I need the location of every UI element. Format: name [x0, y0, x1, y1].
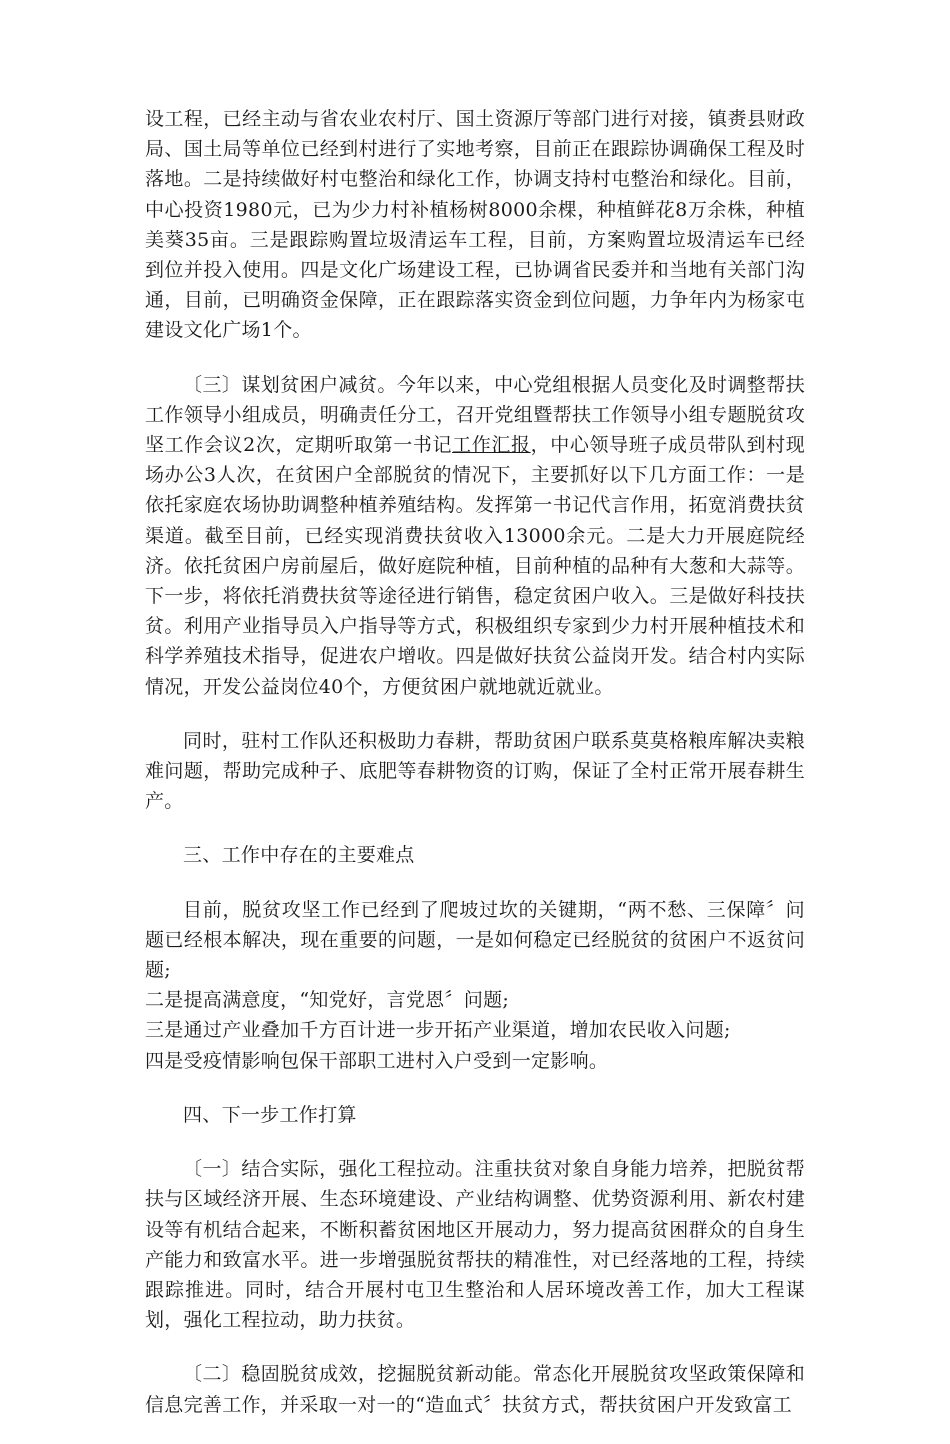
paragraph-difficulties: 目前，脱贫攻坚工作已经到了爬坡过坎的关键期，“两不愁、三保障〞问题已经根本解决，现在重要的问题，一是如何稳定已经脱贫的贫困户不返贫问题;	[145, 898, 805, 982]
paragraph-spring-farming: 同时，驻村工作队还积极助力春耕，帮助贫困户联系莫莫格粮库解决卖粮难问题，帮助完成种子、底肥等春耕物资的订购，保证了全村正常开展春耕生产。	[145, 729, 805, 813]
paragraph-project-driven: 〔一〕结合实际，强化工程拉动。注重扶贫对象自身能力培养，把脱贫帮扶与区域经济开展、生态环境建设、产业结构调整、优势资源利用、新农村建设等有机结合起来，不断积蓄贫困地区开展动力，努力提高贫困群众的自身生产能力和致富水平。进一步增强脱贫帮扶的精准性，对已经落地的工程，持续跟踪推进。同时，结合开展村屯卫生整治和人居环境改善工作，加大工程谋划，强化工程拉动，助力扶贫。	[145, 1158, 805, 1332]
work-report-link[interactable]: 工作汇报	[452, 434, 531, 457]
paragraph-text: ，中心领导班子成员带队到村现场办公3人次，在贫困户全部脱贫的情况下，主要抓好以下几方面工作：一是依托家庭农场协助调整种植养殖结构。发挥第一书记代言作用，拓宽消费扶贫渠道。截至目前，已经实现消费扶贫收入13000余元。二是大力开展庭院经济。依托贫困户房前屋后，做好庭院种植，目前种植的品种有大葱和大蒜等。下一步，将依托消费扶贫等途径进行销售，稳定贫困户收入。三是做好科技扶贫。利用产业指导员入户指导等方式，积极组织专家到少力村开展种植技术和科学养殖技术指导，促进农户增收。四是做好扶贫公益岗开发。结合村内实际情况，开发公益岗位40个，方便贫困户就地就近就业。	[145, 434, 806, 698]
section-heading-next-steps: 四、下一步工作打算	[183, 1103, 357, 1126]
paragraph-village-projects: 设工程，已经主动与省农业农村厅、国土资源厅等部门进行对接，镇赉县财政局、国土局等单位已经到村进行了实地考察，目前正在跟踪协调确保工程及时落地。二是持续做好村屯整治和绿化工作，协调支持村屯整治和绿化。目前，中心投资1980元，已为少力村补植杨树8000余棵，种植鲜花8万余株，种植美葵35亩。三是跟踪购置垃圾清运车工程，目前，方案购置垃圾清运车已经到位并投入使用。四是文化广场建设工程，已协调省民委并和当地有关部门沟通，目前，已明确资金保障，正在跟踪落实资金到位问题，力争年内为杨家屯建设文化广场1个。	[145, 108, 805, 342]
document-body	[145, 104, 805, 1444]
difficulty-item-3: 三是通过产业叠加千方百计进一步开拓产业渠道，增加农民收入问题;	[145, 1019, 731, 1042]
difficulties-block	[145, 895, 805, 1076]
section-heading-difficulties: 三、工作中存在的主要难点	[183, 844, 415, 867]
paragraph-consolidate-results: 〔二〕稳固脱贫成效，挖掘脱贫新动能。常态化开展脱贫攻坚政策保障和信息完善工作，并采取一对一的“造血式〞扶贫方式，帮扶贫困户开发致富工	[145, 1363, 805, 1416]
difficulty-item-2: 二是提高满意度，“知党好，言党恩〞问题;	[145, 989, 510, 1012]
difficulty-item-4: 四是受疫情影响包保干部职工进村入户受到一定影响。	[145, 1049, 609, 1072]
paragraph-poverty-reduction	[145, 370, 805, 702]
paragraph-text: 〔三〕谋划贫困户减贫。今年以来，中心党组根据人员变化及时调整帮扶工作领导小组成员，明确责任分工，召开党组暨帮扶工作领导小组专题脱贫攻坚工作会议2次，定期听取第一书记	[145, 373, 805, 457]
